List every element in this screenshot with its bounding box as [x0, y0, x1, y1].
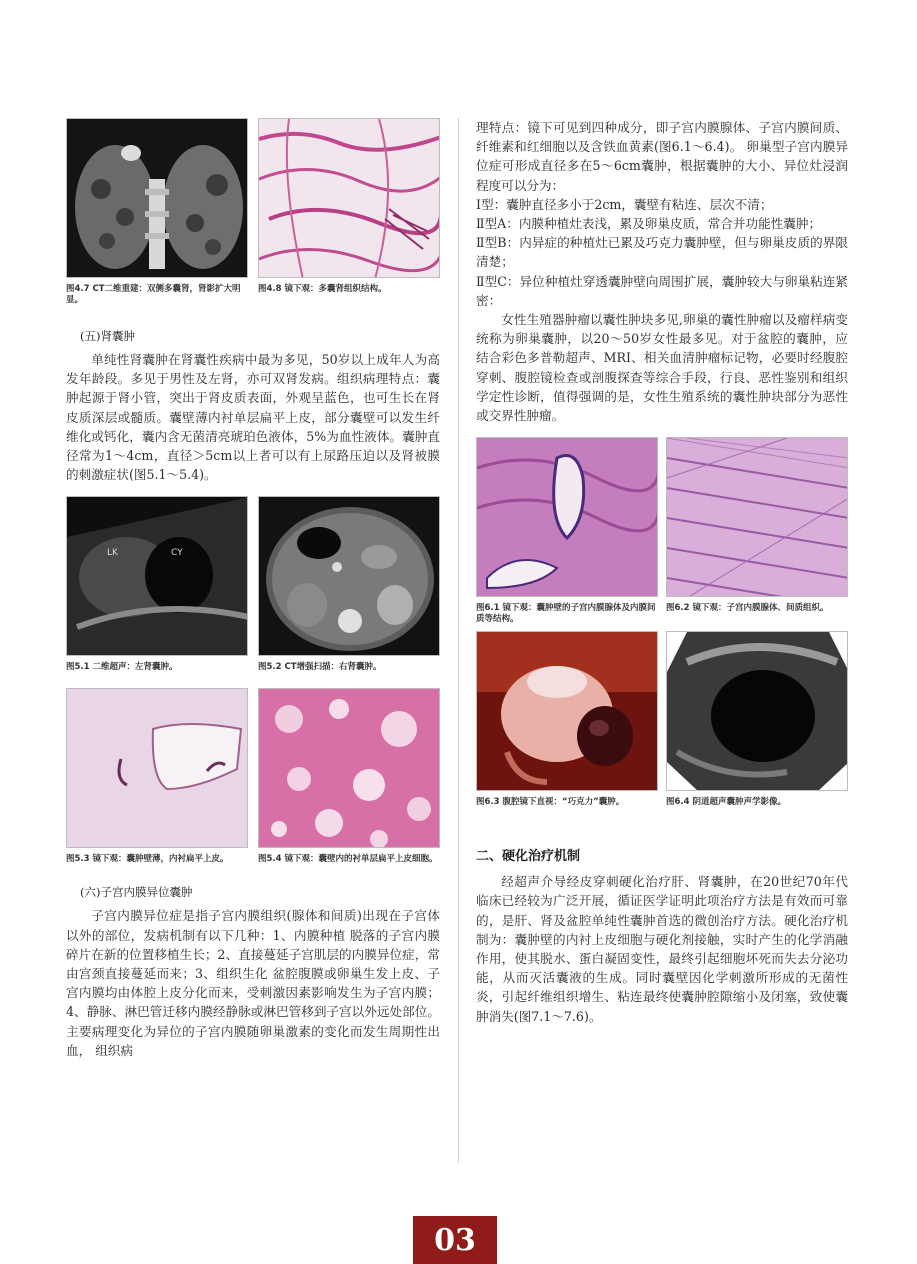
section-5-text: 单纯性肾囊肿在肾囊性疾病中最为多见，50岁以上成年人为高发年龄段。多见于男性及左肾，亦可双肾发病。组织病理特点：囊肿起源于肾小管，突出于肾皮质表面，外观呈蓝色，也可生长在肾皮质深层或髓质。囊壁薄内衬单层扁平上皮，部分囊壁可以发生纤维化或钙化，囊内含无菌清亮琥珀色液体，5%为血性液体。囊肿直径常为1～4cm，直径＞5cm以上者可以有上尿路压迫以及肾被膜的刺激症状(图5.1～5.4)。 — [66, 352, 440, 483]
right-column — [476, 118, 848, 1026]
transvaginal-ultrasound-image — [666, 631, 848, 791]
page-number: 03 — [413, 1216, 497, 1264]
type-1: Ⅰ型：囊肿直径多小于2cm，囊壁有粘连、层次不清； — [476, 196, 773, 212]
figure-6-2 — [666, 437, 848, 627]
figure-caption: 图5.3 镜下观：囊肿壁薄，内衬扁平上皮。 — [66, 854, 229, 865]
label-lk: LK — [107, 548, 118, 559]
figure-caption: 图6.4 阴道超声囊肿声学影像。 — [666, 797, 787, 808]
ultrasound-kidney-image — [66, 496, 248, 656]
histology-endometrium-image — [476, 437, 658, 597]
figure-5-2 — [258, 496, 440, 686]
section-2-heading: 二、硬化治疗机制 — [476, 849, 581, 865]
figure-caption: 图5.2 CT增强扫描：右肾囊肿。 — [258, 662, 382, 673]
figure-row-4 — [66, 118, 440, 308]
figure-row-5a — [66, 496, 440, 686]
figure-6-4 — [666, 631, 848, 821]
figure-caption: 图5.1 二维超声：左肾囊肿。 — [66, 662, 178, 673]
figure-5-3 — [66, 688, 248, 878]
type-2b: Ⅱ型B：内异症的种植灶已累及巧克力囊肿壁，但与卵巢皮质的界限清楚； — [476, 235, 848, 270]
section-6-title: (六)子宫内膜异位囊肿 — [80, 885, 193, 900]
type-2c: Ⅱ型C：异位种植灶穿透囊肿壁向周围扩展，囊肿较大与卵巢粘连紧密： — [476, 273, 848, 308]
figure-6-3 — [476, 631, 658, 821]
ovarian-cyst-text: 女性生殖器肿瘤以囊性肿块多见,卵巢的囊性肿瘤以及瘤样病变统称为卵巢囊肿，以20～50岁女性最多见。对于盆腔的囊肿，应结合彩色多普勒超声、MRI、相关血清肿瘤标记物，必要时经腹腔穿刺、腹腔镜检查或剖腹探查等综合手段，行良、恶性鉴别和组织学定性诊断，值得强调的是，女性生殖系统的囊性肿块部分为恶性或交界性肿瘤。 — [476, 312, 848, 424]
figure-caption: 图6.1 镜下观：囊肿壁的子宫内膜腺体及内膜间质等结构。 — [476, 603, 656, 625]
histology-cyst-wall-image — [66, 688, 248, 848]
ct-enhanced-image — [258, 496, 440, 656]
figure-caption: 图4.7 CT二维重建：双侧多囊肾，肾影扩大明显。 — [66, 284, 241, 305]
figure-6-1 — [476, 437, 658, 627]
section-6-text: 子宫内膜异位症是指子宫内膜组织(腺体和间质)出现在子宫体以外的部位，发病机制有以下几种：1、内膜种植 脱落的子宫内膜碎片在新的位置移植生长；2、直接蔓延子宫肌层的内膜异位症，常由宫颈直接蔓延而来；3、组织生化 盆腔腹膜或卵巢生发上皮、子宫内膜均由体腔上皮分化而来，受刺激因素影响发生为子宫内膜；4、静脉、淋巴管迁移内膜经静脉或淋巴管移到子宫以外远处部位。主要病理变化为异位的子宫内膜随卵巢激素的变化而发生周期性出血， 组织病 — [66, 908, 440, 1058]
figure-caption: 图4.8 镜下观：多囊肾组织结构。 — [258, 284, 387, 294]
figure-caption: 图5.4 镜下观：囊壁内的衬单层扁平上皮细胞。 — [258, 854, 438, 865]
ct-kidney-image — [66, 118, 248, 278]
figure-row-5b — [66, 688, 440, 878]
histology-epithelium-image — [258, 688, 440, 848]
laparoscopy-image — [476, 631, 658, 791]
figure-4-7 — [66, 118, 248, 308]
sclerotherapy-text: 经超声介导经皮穿刺硬化治疗肝、肾囊肿，在20世纪70年代临床已经较为广泛开展，循证医学证明此项治疗方法是有效而可靠的，是肝、肾及盆腔单纯性囊肿首选的微创治疗方法。硬化治疗机制为：囊肿壁的内衬上皮细胞与硬化剂接触，实时产生的化学消融作用，使其脱水、蛋白凝固变性，最终引起细胞坏死而失去分泌功能，从而灭活囊液的生成。同时囊壁因化学刺激所形成的无菌性炎，引起纤维组织增生、粘连最终使囊肿腔隙缩小及闭塞，致使囊肿消失(图7.1～7.6)。 — [476, 874, 848, 1024]
type-2a: Ⅱ型A：内膜种植灶表浅，累及卵巢皮质，常合并功能性囊肿； — [476, 216, 822, 232]
pathology-text: 理特点：镜下可见到四种成分，即子宫内膜腺体、子宫内膜间质、纤维素和红细胞以及含铁血黄素(图6.1～6.4)。 卵巢型子宫内膜异位症可形成直径多在5～6cm囊肿，根据囊肿的大小、异位灶浸润程度可以分为： — [476, 120, 848, 193]
section-5-title: (五)肾囊肿 — [80, 329, 135, 343]
column-divider — [458, 118, 459, 1163]
label-cy: CY — [171, 548, 183, 559]
figure-5-4 — [258, 688, 440, 878]
histology-polycystic-image — [258, 118, 440, 278]
figure-caption: 图6.3 腹腔镜下直视：“巧克力”囊肿。 — [476, 797, 625, 808]
figure-row-6b — [476, 631, 848, 821]
figure-4-8 — [258, 118, 440, 308]
figure-row-6a — [476, 437, 848, 627]
figure-caption: 图6.2 镜下观：子宫内膜腺体、间质组织。 — [666, 603, 829, 614]
left-column — [66, 118, 440, 1060]
histology-stroma-image — [666, 437, 848, 597]
figure-5-1 — [66, 496, 248, 686]
